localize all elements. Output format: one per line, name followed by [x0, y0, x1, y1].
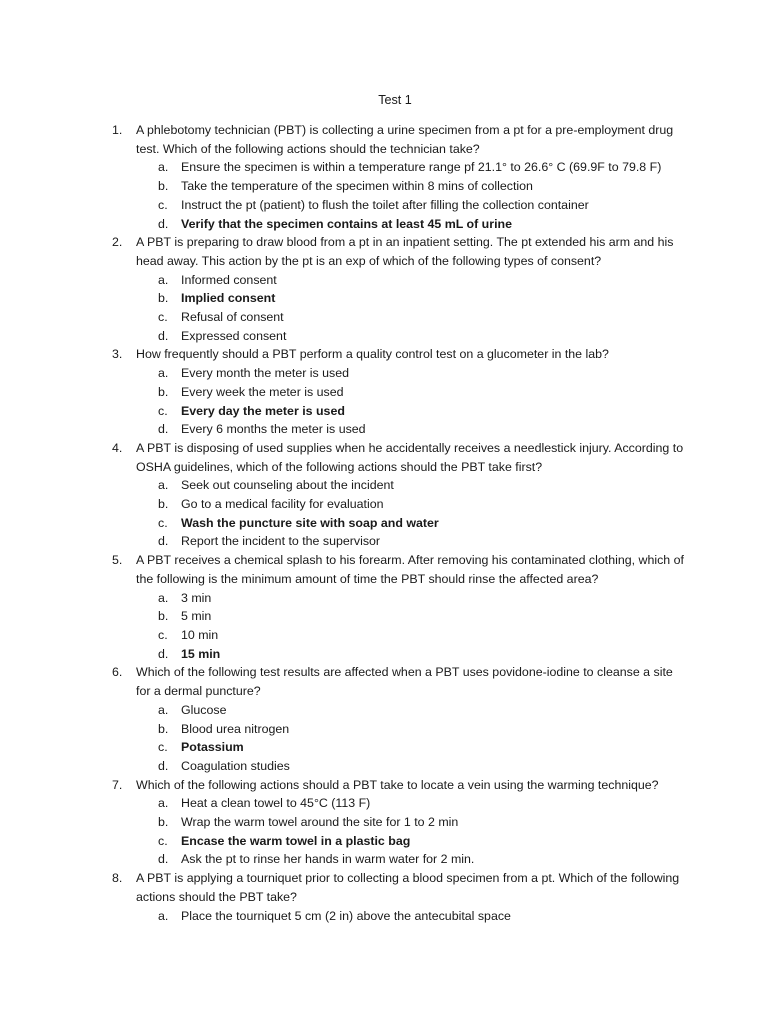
option-letter: c. [158, 197, 168, 212]
question-number: 7. [112, 777, 123, 792]
option-text: Seek out counseling about the incident [181, 478, 394, 493]
answer-option [158, 383, 688, 402]
option-text: Report the incident to the supervisor [181, 534, 381, 549]
option-text: Glucose [181, 702, 227, 717]
question-number: 3. [112, 347, 123, 362]
question-number: 1. [112, 123, 123, 137]
option-text: Ask the pt to rinse her hands in warm water for 2 min. [181, 852, 475, 867]
answer-options [136, 476, 688, 551]
option-letter: c. [158, 515, 168, 530]
question-item [108, 345, 688, 439]
option-letter: c. [158, 833, 168, 848]
question-text: How frequently should a PBT perform a quality control test on a glucometer in the lab? [136, 347, 609, 362]
question-number: 2. [112, 235, 123, 250]
question-text: A PBT is disposing of used supplies when he accidentally receives a needlestick injury. According to OSHA guidelines, which of the following actions should the PBT take first? [136, 440, 684, 474]
answer-options [136, 271, 688, 346]
option-letter: c. [158, 740, 168, 755]
option-letter: a. [158, 590, 169, 605]
option-text: Every month the meter is used [181, 366, 350, 381]
option-letter: a. [158, 160, 169, 175]
answer-option [158, 308, 688, 327]
option-letter: a. [158, 272, 169, 287]
option-text: Verify that the specimen contains at least 45 mL of urine [181, 216, 512, 231]
option-letter: c. [158, 310, 168, 325]
option-text: Refusal of consent [181, 310, 284, 325]
option-letter: d. [158, 534, 169, 549]
option-text: Implied consent [181, 291, 276, 306]
question-item [108, 551, 688, 663]
option-letter: a. [158, 796, 169, 811]
option-text: Instruct the pt (patient) to flush the toilet after filling the collection container [181, 197, 589, 212]
option-letter: a. [158, 478, 169, 493]
option-text: Every day the meter is used [181, 403, 345, 418]
option-letter: b. [158, 179, 169, 194]
answer-option [158, 850, 688, 869]
option-letter: b. [158, 609, 169, 624]
question-number: 5. [112, 553, 123, 568]
option-text: Ensure the specimen is within a temperature range pf 21.1° to 26.6° C (69.9F to 79.8 F) [181, 160, 662, 175]
answer-option-correct [158, 832, 688, 851]
option-letter: b. [158, 815, 169, 830]
answer-option [158, 907, 688, 926]
answer-option [158, 757, 688, 776]
question-item [108, 869, 688, 925]
option-letter: d. [158, 422, 169, 437]
answer-option [158, 607, 688, 626]
question-number: 6. [112, 665, 123, 680]
question-number: 8. [112, 871, 123, 886]
question-item [108, 439, 688, 551]
option-letter: d. [158, 646, 169, 661]
answer-option [158, 177, 688, 196]
answer-option-correct [158, 289, 688, 308]
answer-options [136, 794, 688, 869]
option-letter: a. [158, 702, 169, 717]
question-text: A PBT receives a chemical splash to his forearm. After removing his contaminated clothing, which of the following is the minimum amount of time the PBT should rinse the affected area? [136, 553, 684, 586]
option-text: Coagulation studies [181, 758, 290, 773]
option-letter: b. [158, 721, 169, 736]
option-letter: a. [158, 908, 169, 923]
question-text: Which of the following actions should a PBT take to locate a vein using the warming technique? [136, 777, 659, 792]
answer-options [136, 907, 688, 926]
option-text: Go to a medical facility for evaluation [181, 497, 384, 512]
question-text: A PBT is applying a tourniquet prior to collecting a blood specimen from a pt. Which of the following actions should the PBT take? [136, 871, 680, 904]
option-text: Take the temperature of the specimen within 8 mins of collection [181, 179, 533, 194]
question-list [108, 121, 688, 925]
answer-options [136, 158, 688, 233]
answer-option-correct [158, 645, 688, 664]
answer-option [158, 589, 688, 608]
answer-option-correct [158, 402, 688, 421]
document-title: Test 1 [378, 93, 412, 107]
option-letter: d. [158, 758, 169, 773]
question-number: 4. [112, 440, 123, 455]
option-text: Wash the puncture site with soap and water [181, 515, 439, 530]
option-letter: b. [158, 291, 169, 306]
option-letter: a. [158, 366, 169, 381]
option-letter: d. [158, 852, 169, 867]
answer-option [158, 532, 688, 551]
answer-options [136, 364, 688, 439]
answer-option [158, 476, 688, 495]
option-text: 5 min [181, 609, 212, 624]
question-text: A phlebotomy technician (PBT) is collecting a urine specimen from a pt for a pre-employment drug test. Which of the following actions should the technician take? [136, 123, 674, 156]
option-text: Blood urea nitrogen [181, 721, 290, 736]
option-text: 10 min [181, 627, 219, 642]
option-text: Informed consent [181, 272, 277, 287]
answer-option-correct [158, 215, 688, 234]
answer-option [158, 495, 688, 514]
answer-option [158, 720, 688, 739]
option-text: 15 min [181, 646, 221, 661]
answer-option [158, 196, 688, 215]
option-text: Encase the warm towel in a plastic bag [181, 833, 411, 848]
option-letter: c. [158, 403, 168, 418]
answer-option [158, 327, 688, 346]
option-text: 3 min [181, 590, 212, 605]
answer-option [158, 364, 688, 383]
option-letter: b. [158, 497, 169, 512]
option-text: Heat a clean towel to 45°C (113 F) [181, 796, 371, 811]
question-item [108, 663, 688, 775]
answer-option [158, 794, 688, 813]
answer-options [136, 589, 688, 664]
question-item [108, 776, 688, 870]
answer-option [158, 420, 688, 439]
answer-option [158, 701, 688, 720]
question-item [108, 121, 688, 233]
option-text: Every week the meter is used [181, 384, 344, 399]
option-text: Potassium [181, 740, 244, 755]
answer-option [158, 271, 688, 290]
question-text: Which of the following test results are affected when a PBT uses povidone-iodine to cleanse a site for a dermal puncture? [136, 665, 673, 699]
answer-option [158, 626, 688, 645]
option-text: Wrap the warm towel around the site for 1 to 2 min [181, 815, 459, 830]
answer-option-correct [158, 514, 688, 533]
answer-option [158, 158, 688, 177]
option-letter: d. [158, 216, 169, 231]
option-text: Place the tourniquet 5 cm (2 in) above the antecubital space [181, 908, 511, 923]
answer-options [136, 701, 688, 776]
option-letter: c. [158, 627, 168, 642]
option-letter: b. [158, 384, 169, 399]
option-text: Expressed consent [181, 328, 287, 343]
answer-option-correct [158, 738, 688, 757]
answer-option [158, 813, 688, 832]
option-letter: d. [158, 328, 169, 343]
question-text: A PBT is preparing to draw blood from a pt in an inpatient setting. The pt extended his arm and his head away. This action by the pt is an exp of which of the following types of consent? [136, 235, 674, 268]
question-item [108, 233, 688, 345]
option-text: Every 6 months the meter is used [181, 422, 366, 437]
